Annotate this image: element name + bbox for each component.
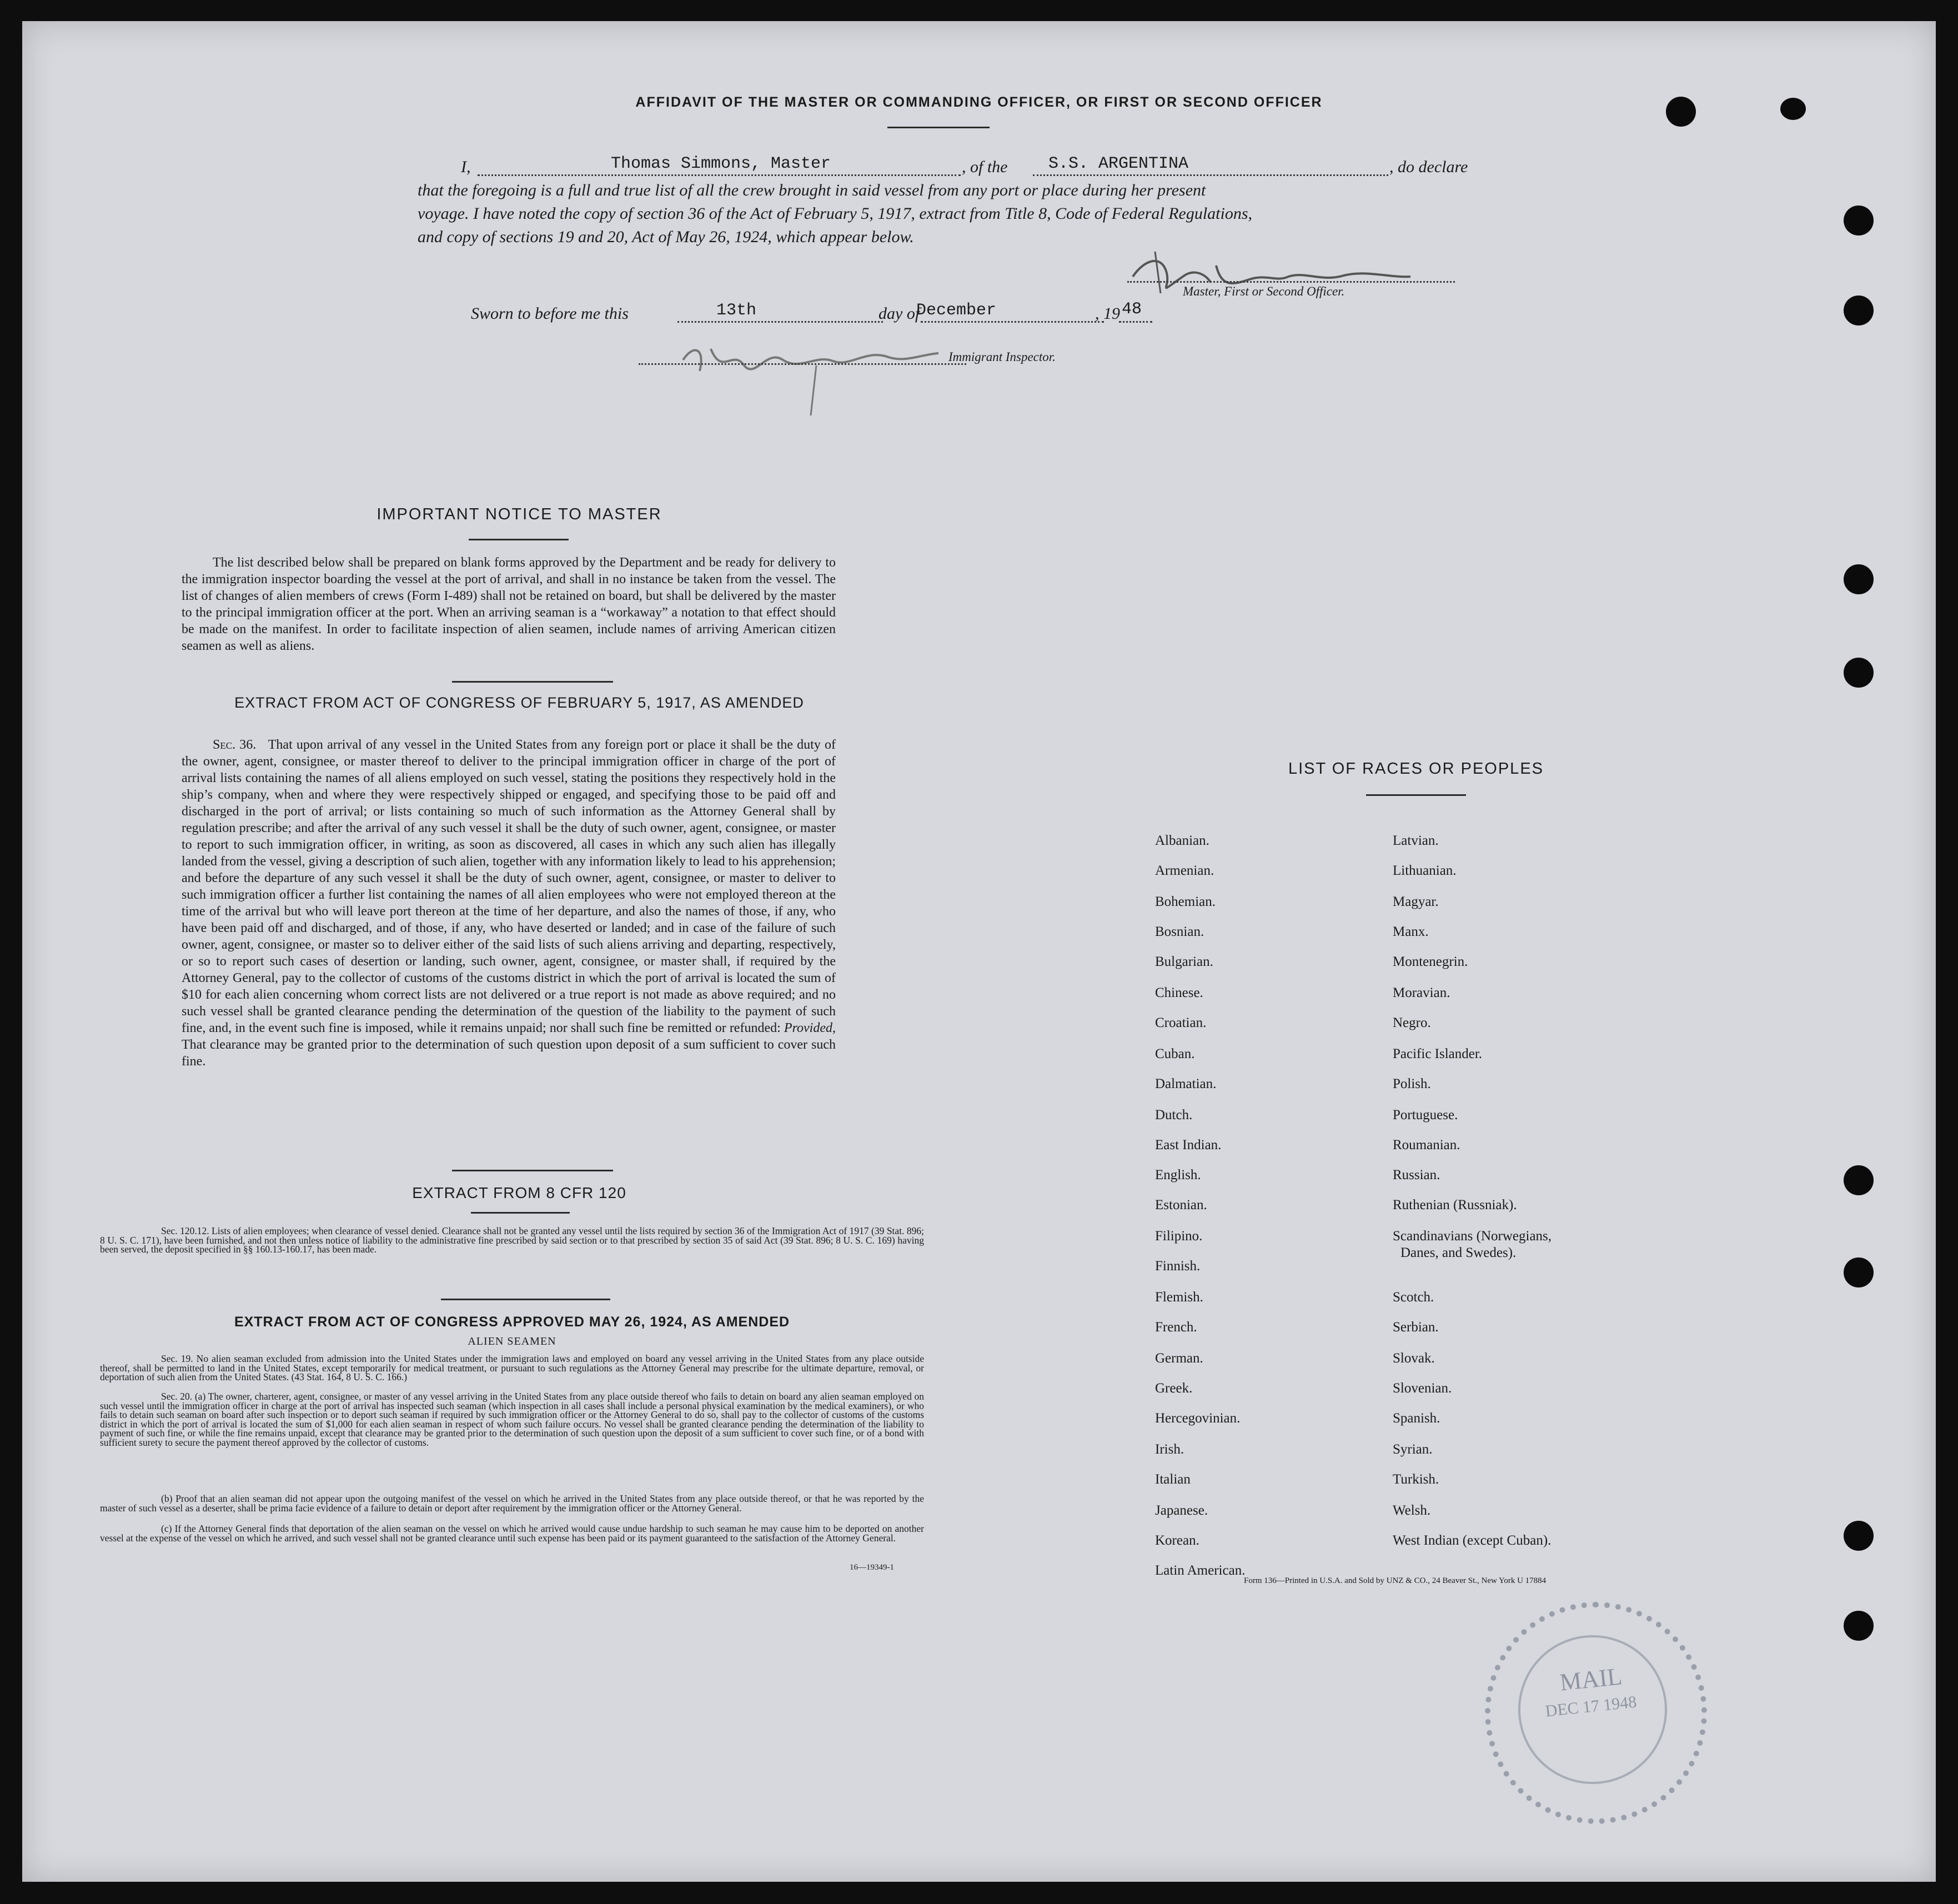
race-item: Hercegovinian. [1155, 1411, 1241, 1426]
sec-20c-text: (c) If the Attorney General finds that deportation of the alien seaman on the vessel on which he arrived would cause undue hardship to such seaman he may cause him to be deported on another vessel at the expense of the vessel on which he arrived, and such vessel shall not be granted clearance until such expense has been paid or its payment guaranteed to the satisfaction of the Attorney General. [100, 1523, 924, 1544]
race-item: Spanish. [1393, 1411, 1440, 1426]
inspector-caption: Immigrant Inspector. [948, 350, 1056, 364]
punch-hole [1844, 1257, 1874, 1287]
race-item: Filipino. [1155, 1229, 1203, 1244]
alien-seamen-subtitle: ALIEN SEAMEN [468, 1335, 556, 1347]
sworn-month: December [916, 301, 997, 320]
race-item: Portuguese. [1393, 1108, 1458, 1123]
race-item: Scandinavians (Norwegians, [1393, 1229, 1552, 1244]
name-blank [478, 174, 961, 176]
race-item: Slovak. [1393, 1351, 1435, 1366]
notice-title: IMPORTANT NOTICE TO MASTER [376, 505, 662, 523]
sworn-day: 13th [716, 301, 757, 320]
race-item: Chinese. [1155, 985, 1203, 1000]
race-item: Manx. [1393, 924, 1429, 939]
punch-hole [1844, 206, 1874, 236]
i-label: I, [461, 158, 471, 176]
extract-1924-title: EXTRACT FROM ACT OF CONGRESS APPROVED MAY 26, 1924, AS AMENDED [234, 1314, 790, 1330]
race-item: East Indian. [1155, 1138, 1222, 1153]
race-item: Slovenian. [1393, 1381, 1452, 1396]
affidavit-line-2: that the foregoing is a full and true list of all the crew brought in said vessel from any port or place during her present [418, 181, 1206, 199]
provided-word: Provided, [784, 1021, 836, 1035]
inspector-signature-blank [639, 363, 966, 365]
printer-footer: Form 136—Printed in U.S.A. and Sold by UNZ & CO., 24 Beaver St., New York U 17884 [1244, 1576, 1547, 1585]
race-item: German. [1155, 1351, 1203, 1366]
race-item: Magyar. [1393, 894, 1439, 909]
punch-hole [1780, 98, 1806, 120]
race-item: Welsh. [1393, 1503, 1431, 1518]
race-item: Danes, and Swedes). [1400, 1245, 1517, 1260]
race-item: Greek. [1155, 1381, 1193, 1396]
race-item: Armenian. [1155, 863, 1214, 878]
race-item: Dutch. [1155, 1108, 1193, 1123]
affidavit-line-3: voyage. I have noted the copy of section 36 of the Act of February 5, 1917, extract from Title 8, Code of Federal Regulations, [418, 204, 1253, 223]
race-item: Finnish. [1155, 1259, 1201, 1274]
notice-underline [469, 539, 569, 540]
races-underline [1366, 794, 1466, 796]
race-item: Serbian. [1393, 1320, 1439, 1335]
punch-hole [1844, 295, 1874, 325]
race-item: Dalmatian. [1155, 1076, 1217, 1091]
race-item: Korean. [1155, 1533, 1199, 1548]
race-item: Albanian. [1155, 833, 1209, 848]
sec-36-label: Sec. 36. [213, 738, 257, 752]
race-item: Moravian. [1393, 985, 1450, 1000]
race-item: Lithuanian. [1393, 863, 1457, 878]
officer-signature-blank [1127, 281, 1455, 283]
year-blank [1119, 321, 1152, 323]
race-item: Bosnian. [1155, 924, 1204, 939]
race-item: Bohemian. [1155, 894, 1216, 909]
sec-19-text: Sec. 19. No alien seaman excluded from admission into the United States under the immigration laws and employed on board any vessel arriving in the United States from any place outside thereof, shall be permitted to land in the United States, except temporarily for medical treatment, or pursuant to such regulations as the Attorney General may prescribe for the ultimate departure, removal, or deportation of such alien from the United States. (43 Stat. 164, 8 U. S. C. 166.) [100, 1353, 924, 1383]
extract-1917-text [182, 736, 836, 1070]
affidavit-title: AFFIDAVIT OF THE MASTER OR COMMANDING OFFICER, OR FIRST OR SECOND OFFICER [635, 94, 1323, 110]
notice-separator [452, 681, 613, 683]
race-item: Croatian. [1155, 1015, 1207, 1030]
year-suffix: 48 [1122, 300, 1142, 319]
punch-hole [1844, 1611, 1874, 1641]
race-item: Negro. [1393, 1015, 1431, 1030]
race-item: Polish. [1393, 1076, 1431, 1091]
race-item: English. [1155, 1168, 1201, 1183]
day-of-label: day of [878, 304, 920, 323]
postmark-line-2: DEC 17 1948 [1544, 1692, 1638, 1721]
punch-hole [1844, 1521, 1874, 1551]
sec-36-text-b: That clearance may be granted prior to the determination of such question upon deposit of a sum sufficient to cover such fine. [182, 1038, 836, 1069]
extract-1917-title: EXTRACT FROM ACT OF CONGRESS OF FEBRUARY 5, 1917, AS AMENDED [234, 694, 804, 711]
race-item: Scotch. [1393, 1290, 1434, 1305]
document-page [22, 21, 1936, 1882]
punch-hole [1666, 97, 1696, 127]
cfr-text: Sec. 120.12. Lists of alien employees; when clearance of vessel denied. Clearance shall not be granted any vessel until the lists required by section 36 of the Immigration Act of 1917 (39 Stat. 896; 8 U. S. C. 171), have been furnished, and not then unless notice of liability to the administrative fine prescribed by said section or to that prescribed by section 35 of said Act (39 Stat. 896; 8 U. S. C. 169) having been served, the deposit specified in §§ 160.13-160.17, has been made. [100, 1225, 924, 1255]
cfr-separator [452, 1170, 613, 1171]
race-item: Pacific Islander. [1393, 1046, 1483, 1061]
race-item: Syrian. [1393, 1442, 1433, 1457]
race-item: Flemish. [1155, 1290, 1203, 1305]
race-item: Latvian. [1393, 833, 1439, 848]
day-blank [677, 321, 883, 323]
sec-20b-text: (b) Proof that an alien seaman did not appear upon the outgoing manifest of the vessel on which he arrived in the United States from any place outside thereof, or that he was reported by the master of such vessel as a deserter, shall be prima facie evidence of a failure to detain or deport after requirement by the immigration officer or the Attorney General. [100, 1493, 924, 1514]
title-underline [887, 127, 990, 128]
master-name: Thomas Simmons, Master [611, 154, 831, 173]
sec-20a-text: Sec. 20. (a) The owner, charterer, agent, consignee, or master of any vessel arriving in the United States from any place outside thereof who fails to detain on board any alien seaman employed on such vessel until the immigration officer in charge at the port of arrival has inspected such seaman (which inspection in all cases shall include a personal physical examination by the medical examiners), or who fails to detain such seaman on board after such inspection or to deport such seaman if required by such immigration officer or the Attorney General to do so, shall pay to the collector of customs of the customs district in which the port of arrival is located the sum of $1,000 for each alien seaman in respect of whom such failure occurs. No vessel shall be granted clearance pending the determination of the liability to payment of such fine, or while the fine remains unpaid, except that clearance may be granted prior to the determination of such question upon the deposit of a sum sufficient to cover such fine, or of a bond with sufficient surety to secure the payment thereof approved by the collector of customs. [100, 1391, 924, 1448]
race-item: Bulgarian. [1155, 954, 1213, 969]
race-item: Estonian. [1155, 1197, 1207, 1212]
vessel-name: S.S. ARGENTINA [1048, 154, 1189, 173]
year-prefix: , 19 [1095, 304, 1120, 323]
vessel-blank [1033, 174, 1388, 176]
race-item: Cuban. [1155, 1046, 1195, 1061]
race-item: Roumanian. [1393, 1138, 1460, 1153]
inspector-signature [672, 327, 950, 421]
race-item: Japanese. [1155, 1503, 1208, 1518]
month-blank [921, 321, 1104, 323]
officer-caption: Master, First or Second Officer. [1183, 284, 1345, 298]
form-number: 16—19349-1 [850, 1563, 894, 1572]
punch-hole [1844, 658, 1874, 688]
race-item: Italian [1155, 1472, 1191, 1487]
extract-1924-separator [441, 1299, 610, 1300]
punch-hole [1844, 1165, 1874, 1195]
postmark-line-1: MAIL [1558, 1662, 1624, 1696]
race-item: Irish. [1155, 1442, 1184, 1457]
races-title: LIST OF RACES OR PEOPLES [1288, 760, 1544, 778]
cfr-underline [471, 1212, 570, 1214]
race-item: Russian. [1393, 1168, 1440, 1183]
sec-36-text-a: That upon arrival of any vessel in the United States from any foreign port or place it shall be the duty of the owner, agent, consignee, or master thereof to deliver to the principal immigration officer in charge of the port of arrival lists containing the names of all aliens employed on such vessel, stating the positions they respectively hold in the ship’s company, when and where they were respectively shipped or engaged, and specifying those to be paid off and discharged in the port of arrival; or lists containing so much of such information as the Attorney General shall by regulation prescribe; and after the arrival of any such vessel it shall be the duty of such owner, agent, consignee, or master to report to such immigration officer, in writing, as soon as discovered, all cases in which any such alien has illegally landed from the vessel, giving a description of such alien, together with any information likely to lead to his apprehension; and before the departure of any such vessel it shall be the duty of such owner, agent, consignee, or master to deliver to such immigration officer a further list containing the names of all alien employees who were not employed thereon at the time of the arrival but who will leave port thereon at the time of her departure, and also the names of those, if any, who have been paid off and discharged, and of those, if any, who have deserted or landed; and in case of the failure of such owner, agent, consignee, or master so to deliver either of the said lists of such aliens arriving and departing, respectively, or so to report such cases of desertion or landing, such owner, agent, consignee, or master shall, if required by the Attorney General, pay to the collector of customs of the customs district in which the port of arrival is located the sum of $10 for each alien concerning whom correct lists are not delivered or a true report is not made as above required; and no such vessel shall be granted clearance pending the determination of the question of the liability to the payment of such fine, and, in the event such fine is imposed, while it remains unpaid; nor shall such fine be remitted or refunded: [182, 738, 836, 1035]
race-item: Latin American. [1155, 1563, 1246, 1578]
race-item: French. [1155, 1320, 1197, 1335]
notice-text: The list described below shall be prepared on blank forms approved by the Department and be ready for delivery to the immigration inspector boarding the vessel at the port of arrival, and shall in no instance be taken from the vessel. The list of changes of alien members of crews (Form I-489) shall not be retained on board, but shall be delivered by the master to the principal immigration officer at the port. When an arriving seaman is a “workaway” a notation to that effect should be made on the manifest. In order to facilitate inspection of alien seamen, include names of arriving American citizen seamen as well as aliens. [182, 555, 836, 653]
punch-hole [1844, 564, 1874, 594]
of-the-label: , of the [962, 158, 1008, 176]
race-item: West Indian (except Cuban). [1393, 1533, 1552, 1548]
race-item: Ruthenian (Russniak). [1393, 1197, 1517, 1212]
cfr-title: EXTRACT FROM 8 CFR 120 [412, 1184, 626, 1201]
affidavit-line-4: and copy of sections 19 and 20, Act of May 26, 1924, which appear below. [418, 228, 914, 246]
race-item: Montenegrin. [1393, 954, 1468, 969]
do-declare-label: , do declare [1389, 158, 1468, 176]
sworn-label: Sworn to before me this [471, 304, 629, 323]
race-item: Turkish. [1393, 1472, 1439, 1487]
